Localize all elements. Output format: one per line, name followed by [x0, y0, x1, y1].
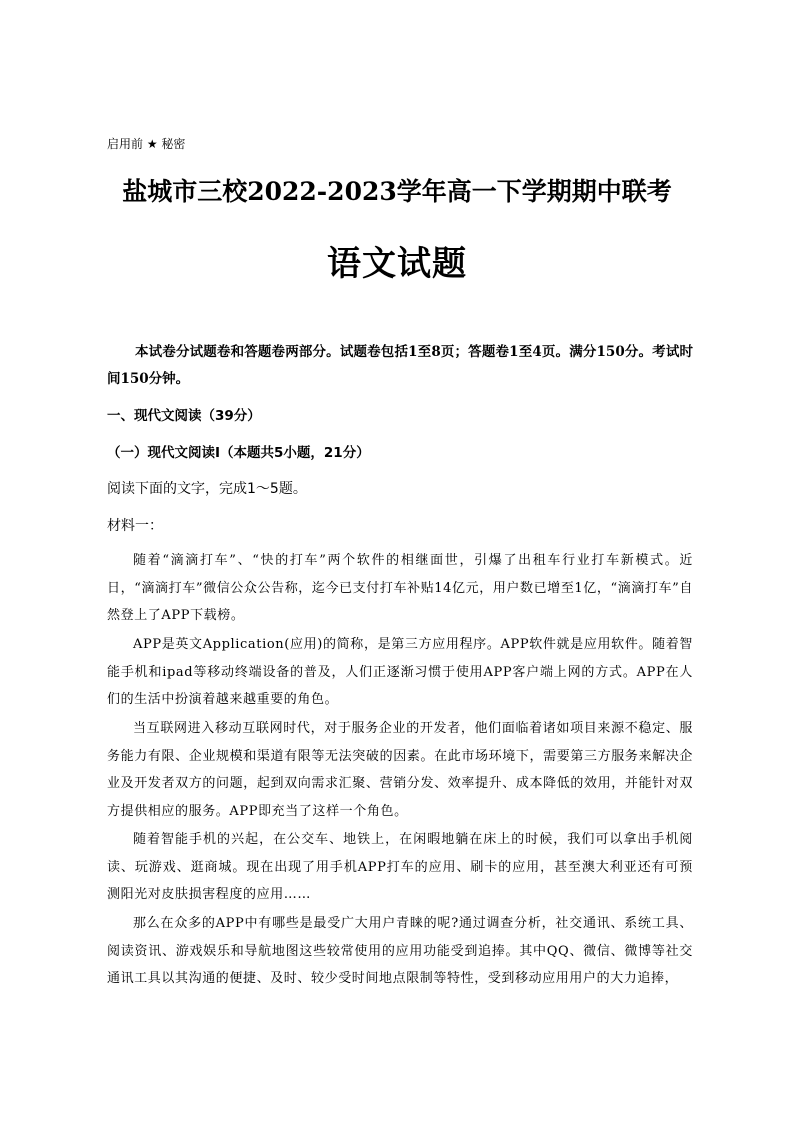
exam-subtitle: 语文试题: [327, 244, 467, 284]
material-label: 材料一：: [107, 518, 163, 534]
paragraph-3: 当互联网进入移动互联网时代，对于服务企业的开发者，他们面临着诸如项目来源不稳定、服务能力有限、企业规模和渠道有限等无法突破的因素。在此市场环境下，需要第三方服务来解决企业及开发者双方的问题，起到双向需求汇聚、营销分发、效率提升、成本降低的效用，并能针对双方提供相应的服务。APP即充当了这样一个角色。: [107, 721, 693, 819]
paragraph-4: 随着智能手机的兴起，在公交车、地铁上，在闲暇地躺在床上的时候，我们可以拿出手机阅读、玩游戏、逛商城。现在出现了用手机APP打车的应用、刷卡的应用，甚至澳大利亚还有可预测阳光对皮肤损害程度的应用……: [107, 832, 693, 902]
reading-instruction: 阅读下面的文字，完成1～5题。: [107, 481, 307, 497]
exam-instructions: 本试卷分试题卷和答题卷两部分。试题卷包括1至8页；答题卷1至4页。满分150分。考试时间150分钟。: [107, 344, 693, 387]
exam-title: 盐城市三校2022-2023学年高一下学期期中联考: [122, 177, 672, 206]
confidential-label: 启用前 ★ 秘密: [107, 137, 186, 151]
paragraph-2: APP是英文Application(应用)的简称，是第三方应用程序。APP软件就是应用软件。随着智能手机和ipad等移动终端设备的普及，人们正逐渐习惯于使用APP客户端上网的方式。APP在人们的生活中扮演着越来越重要的角色。: [107, 637, 693, 707]
paragraph-5: 那么在众多的APP中有哪些是最受广大用户青睐的呢?通过调查分析，社交通讯、系统工具、阅读资讯、游戏娱乐和导航地图这些较常使用的应用功能受到追捧。其中QQ、微信、微博等社交通讯工具以其沟通的便捷、及时、较少受时间地点限制等特性，受到移动应用用户的大力追捧，: [107, 916, 693, 986]
paragraph-1: 随着“滴滴打车”、“快的打车”两个软件的相继面世，引爆了出租车行业打车新模式。近日，“滴滴打车”微信公众公告称，迄今已支付打车补贴14亿元，用户数已增至1亿，“滴滴打车”自然登上了APP下载榜。: [107, 553, 693, 623]
section-heading: 一、现代文阅读（39分）: [107, 408, 261, 424]
section-subheading: （一）现代文阅读Ⅰ（本题共5小题，21分）: [107, 445, 370, 461]
